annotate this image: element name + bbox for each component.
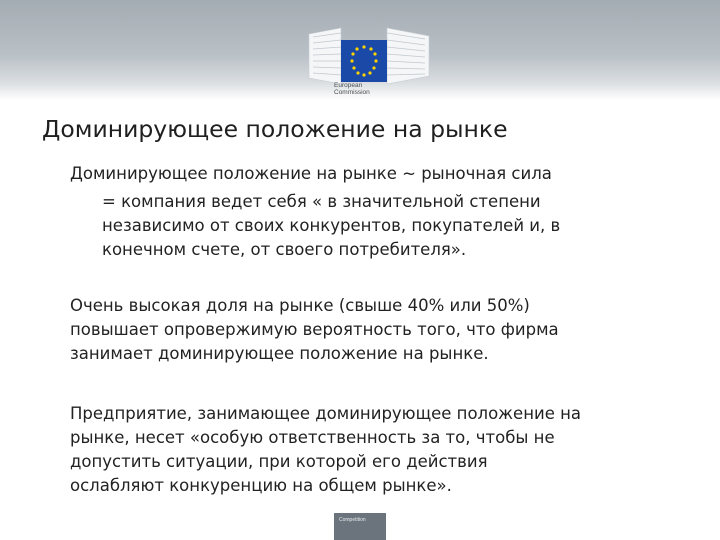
paragraph-line: ослабляют конкуренцию на общем рынке». xyxy=(70,476,452,495)
paragraph-line: рынке, несет «особую ответственность за то, чтобы не xyxy=(70,428,555,447)
logo-caption-line2: Commission xyxy=(334,89,370,96)
paragraph-line: Предприятие, занимающее доминирующее положение на xyxy=(70,404,582,423)
slide-title: Доминирующее положение на рынке xyxy=(42,115,508,143)
paragraph-line: занимает доминирующее положение на рынке. xyxy=(70,344,489,363)
logo-caption xyxy=(334,82,394,96)
paragraph-line: = компания ведет себя « в значительной степени xyxy=(102,192,541,211)
paragraph-definition xyxy=(70,162,552,186)
footer-competition-logo xyxy=(334,513,386,540)
paragraph-line: Очень высокая доля на рынке (свыше 40% или 50%) xyxy=(70,296,530,315)
paragraph-line: повышает опровержимую вероятность того, что фирма xyxy=(70,320,559,339)
paragraph-market-share xyxy=(70,294,559,366)
paragraph-line: независимо от своих конкурентов, покупателей и, в xyxy=(102,216,561,235)
european-commission-building-icon xyxy=(305,8,435,86)
footer-logo-text: Competition xyxy=(339,517,366,523)
paragraph-definition-continued xyxy=(102,190,560,262)
logo-caption-line1: European xyxy=(334,82,363,89)
paragraph-line: допустить ситуации, при которой его действия xyxy=(70,452,488,471)
paragraph-line: конечном счете, от своего потребителя». xyxy=(102,240,467,259)
paragraph-line: Доминирующее положение на рынке ~ рыночная сила xyxy=(70,164,552,183)
paragraph-special-responsibility xyxy=(70,402,581,498)
